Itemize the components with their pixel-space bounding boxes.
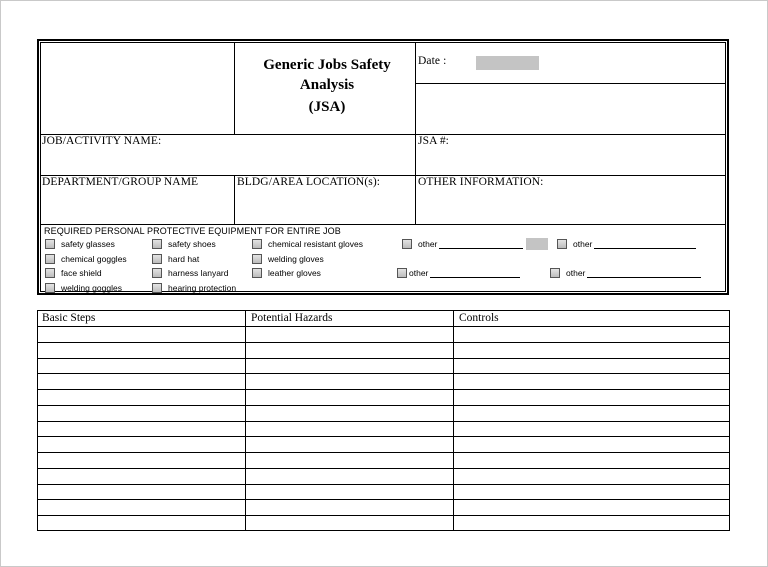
other-text-line[interactable] [439,240,523,249]
ppe-item[interactable]: welding goggles [45,283,122,293]
table-row[interactable] [38,373,729,374]
other-text-line[interactable] [594,240,696,249]
ppe-item[interactable]: face shield [45,268,102,278]
checkbox-icon[interactable] [152,283,162,293]
other-information-label: OTHER INFORMATION: [418,176,544,188]
ppe-other-item[interactable]: other [402,239,523,249]
job-activity-label: JOB/ACTIVITY NAME: [42,135,162,147]
ppe-item[interactable]: leather gloves [252,268,321,278]
table-row[interactable] [38,436,729,437]
ppe-other-item[interactable]: other [550,268,701,278]
title-line-1: Generic Jobs Safety [263,57,391,73]
header-potential-hazards: Potential Hazards [251,312,333,324]
title-line-3: (JSA) [308,99,346,115]
steps-table [37,310,730,531]
other-text-line[interactable] [587,269,701,278]
form-title [238,55,416,117]
divider [41,224,725,225]
ppe-item[interactable]: chemical goggles [45,254,127,264]
table-row[interactable] [38,389,729,390]
ppe-other-item[interactable]: other [397,268,520,278]
table-row[interactable] [38,499,729,500]
ppe-item[interactable]: hard hat [152,254,199,264]
department-label: DEPARTMENT/GROUP NAME [42,176,199,188]
jsa-header-form [37,39,729,295]
checkbox-icon[interactable] [152,239,162,249]
other-text-line[interactable] [430,269,520,278]
table-row[interactable] [38,515,729,516]
title-line-2: Analysis [299,77,355,93]
divider [234,175,235,224]
checkbox-icon[interactable] [252,268,262,278]
table-row[interactable] [38,405,729,406]
ppe-other-item[interactable]: other [557,239,696,249]
checkbox-icon[interactable] [45,268,55,278]
checkbox-icon[interactable] [252,239,262,249]
divider [415,83,725,84]
checkbox-icon[interactable] [152,254,162,264]
other-filled-box [526,238,548,250]
table-row[interactable] [38,484,729,485]
table-row[interactable] [38,358,729,359]
jsa-number-label: JSA #: [418,135,449,147]
date-field[interactable] [476,56,539,70]
bldg-area-label: BLDG/AREA LOCATION(s): [237,176,381,188]
checkbox-icon[interactable] [45,283,55,293]
ppe-item[interactable]: harness lanyard [152,268,228,278]
ppe-item[interactable]: safety shoes [152,239,216,249]
ppe-item[interactable]: chemical resistant gloves [252,239,363,249]
date-label: Date : [418,55,447,67]
table-row[interactable] [38,342,729,343]
ppe-item[interactable]: hearing protection [152,283,236,293]
checkbox-icon[interactable] [397,268,407,278]
table-row[interactable] [38,452,729,453]
table-row[interactable] [38,421,729,422]
divider [234,43,235,134]
ppe-item[interactable]: welding gloves [252,254,324,264]
checkbox-icon[interactable] [152,268,162,278]
ppe-item[interactable]: safety glasses [45,239,115,249]
checkbox-icon[interactable] [402,239,412,249]
ppe-heading: REQUIRED PERSONAL PROTECTIVE EQUIPMENT FOR ENTIRE JOB [44,226,341,236]
checkbox-icon[interactable] [550,268,560,278]
checkbox-icon[interactable] [252,254,262,264]
form-inner-border [40,42,726,292]
header-basic-steps: Basic Steps [42,312,96,324]
checkbox-icon[interactable] [45,239,55,249]
table-row[interactable] [38,326,729,327]
table-row[interactable] [38,468,729,469]
header-controls: Controls [459,312,499,324]
checkbox-icon[interactable] [45,254,55,264]
checkbox-icon[interactable] [557,239,567,249]
